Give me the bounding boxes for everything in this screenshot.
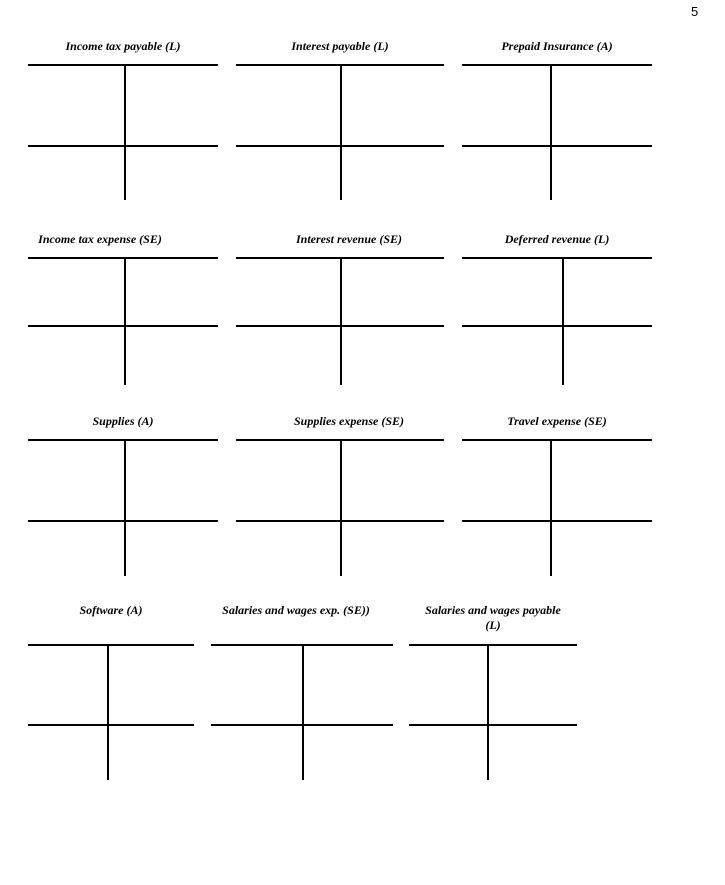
t-account-balance-line [28, 520, 218, 522]
t-account-title: Income tax expense (SE) [38, 232, 162, 246]
t-account-title: Supplies (A) [92, 414, 154, 428]
t-account-balance-line [462, 325, 652, 327]
t-account-top-line [28, 439, 218, 441]
t-account-center-line [550, 65, 552, 200]
t-account-balance-line [28, 724, 194, 726]
t-account-balance-line [409, 724, 577, 726]
t-account-title: Salaries and wages exp. (SE)) [222, 603, 370, 617]
t-account-title: Prepaid Insurance (A) [501, 39, 613, 53]
t-account-top-line [462, 257, 652, 259]
t-account-title: Income tax payable (L) [65, 39, 181, 53]
t-account-center-line [340, 65, 342, 200]
t-account-balance-line [236, 520, 444, 522]
t-account-balance-line [236, 145, 444, 147]
t-account-center-line [487, 645, 489, 780]
t-account-top-line [409, 644, 577, 646]
t-account-balance-line [236, 325, 444, 327]
t-account-title: Supplies expense (SE) [293, 414, 404, 428]
t-account-center-line [124, 65, 126, 200]
t-account-title: Software (A) [79, 603, 143, 617]
t-account-title: Interest revenue (SE) [296, 232, 402, 246]
t-account-top-line [462, 439, 652, 441]
t-account-center-line [562, 258, 564, 385]
t-account-title: Salaries and wages payable (L) [425, 603, 561, 632]
t-account-center-line [107, 645, 109, 780]
t-account-balance-line [462, 145, 652, 147]
t-account-balance-line [462, 520, 652, 522]
t-account-center-line [124, 258, 126, 385]
t-account-balance-line [28, 325, 218, 327]
t-account-balance-line [211, 724, 393, 726]
t-account-top-line [462, 64, 652, 66]
t-account-balance-line [28, 145, 218, 147]
t-account-top-line [28, 644, 194, 646]
t-account-center-line [124, 440, 126, 576]
page-number: 5 [691, 4, 699, 19]
t-account-top-line [28, 257, 218, 259]
t-account-title: Interest payable (L) [291, 39, 389, 53]
t-account-top-line [28, 64, 218, 66]
t-account-center-line [302, 645, 304, 780]
t-account-title: Travel expense (SE) [507, 414, 607, 428]
t-account-center-line [340, 440, 342, 576]
t-account-center-line [550, 440, 552, 576]
t-account-center-line [340, 258, 342, 385]
t-account-title: Deferred revenue (L) [504, 232, 610, 246]
